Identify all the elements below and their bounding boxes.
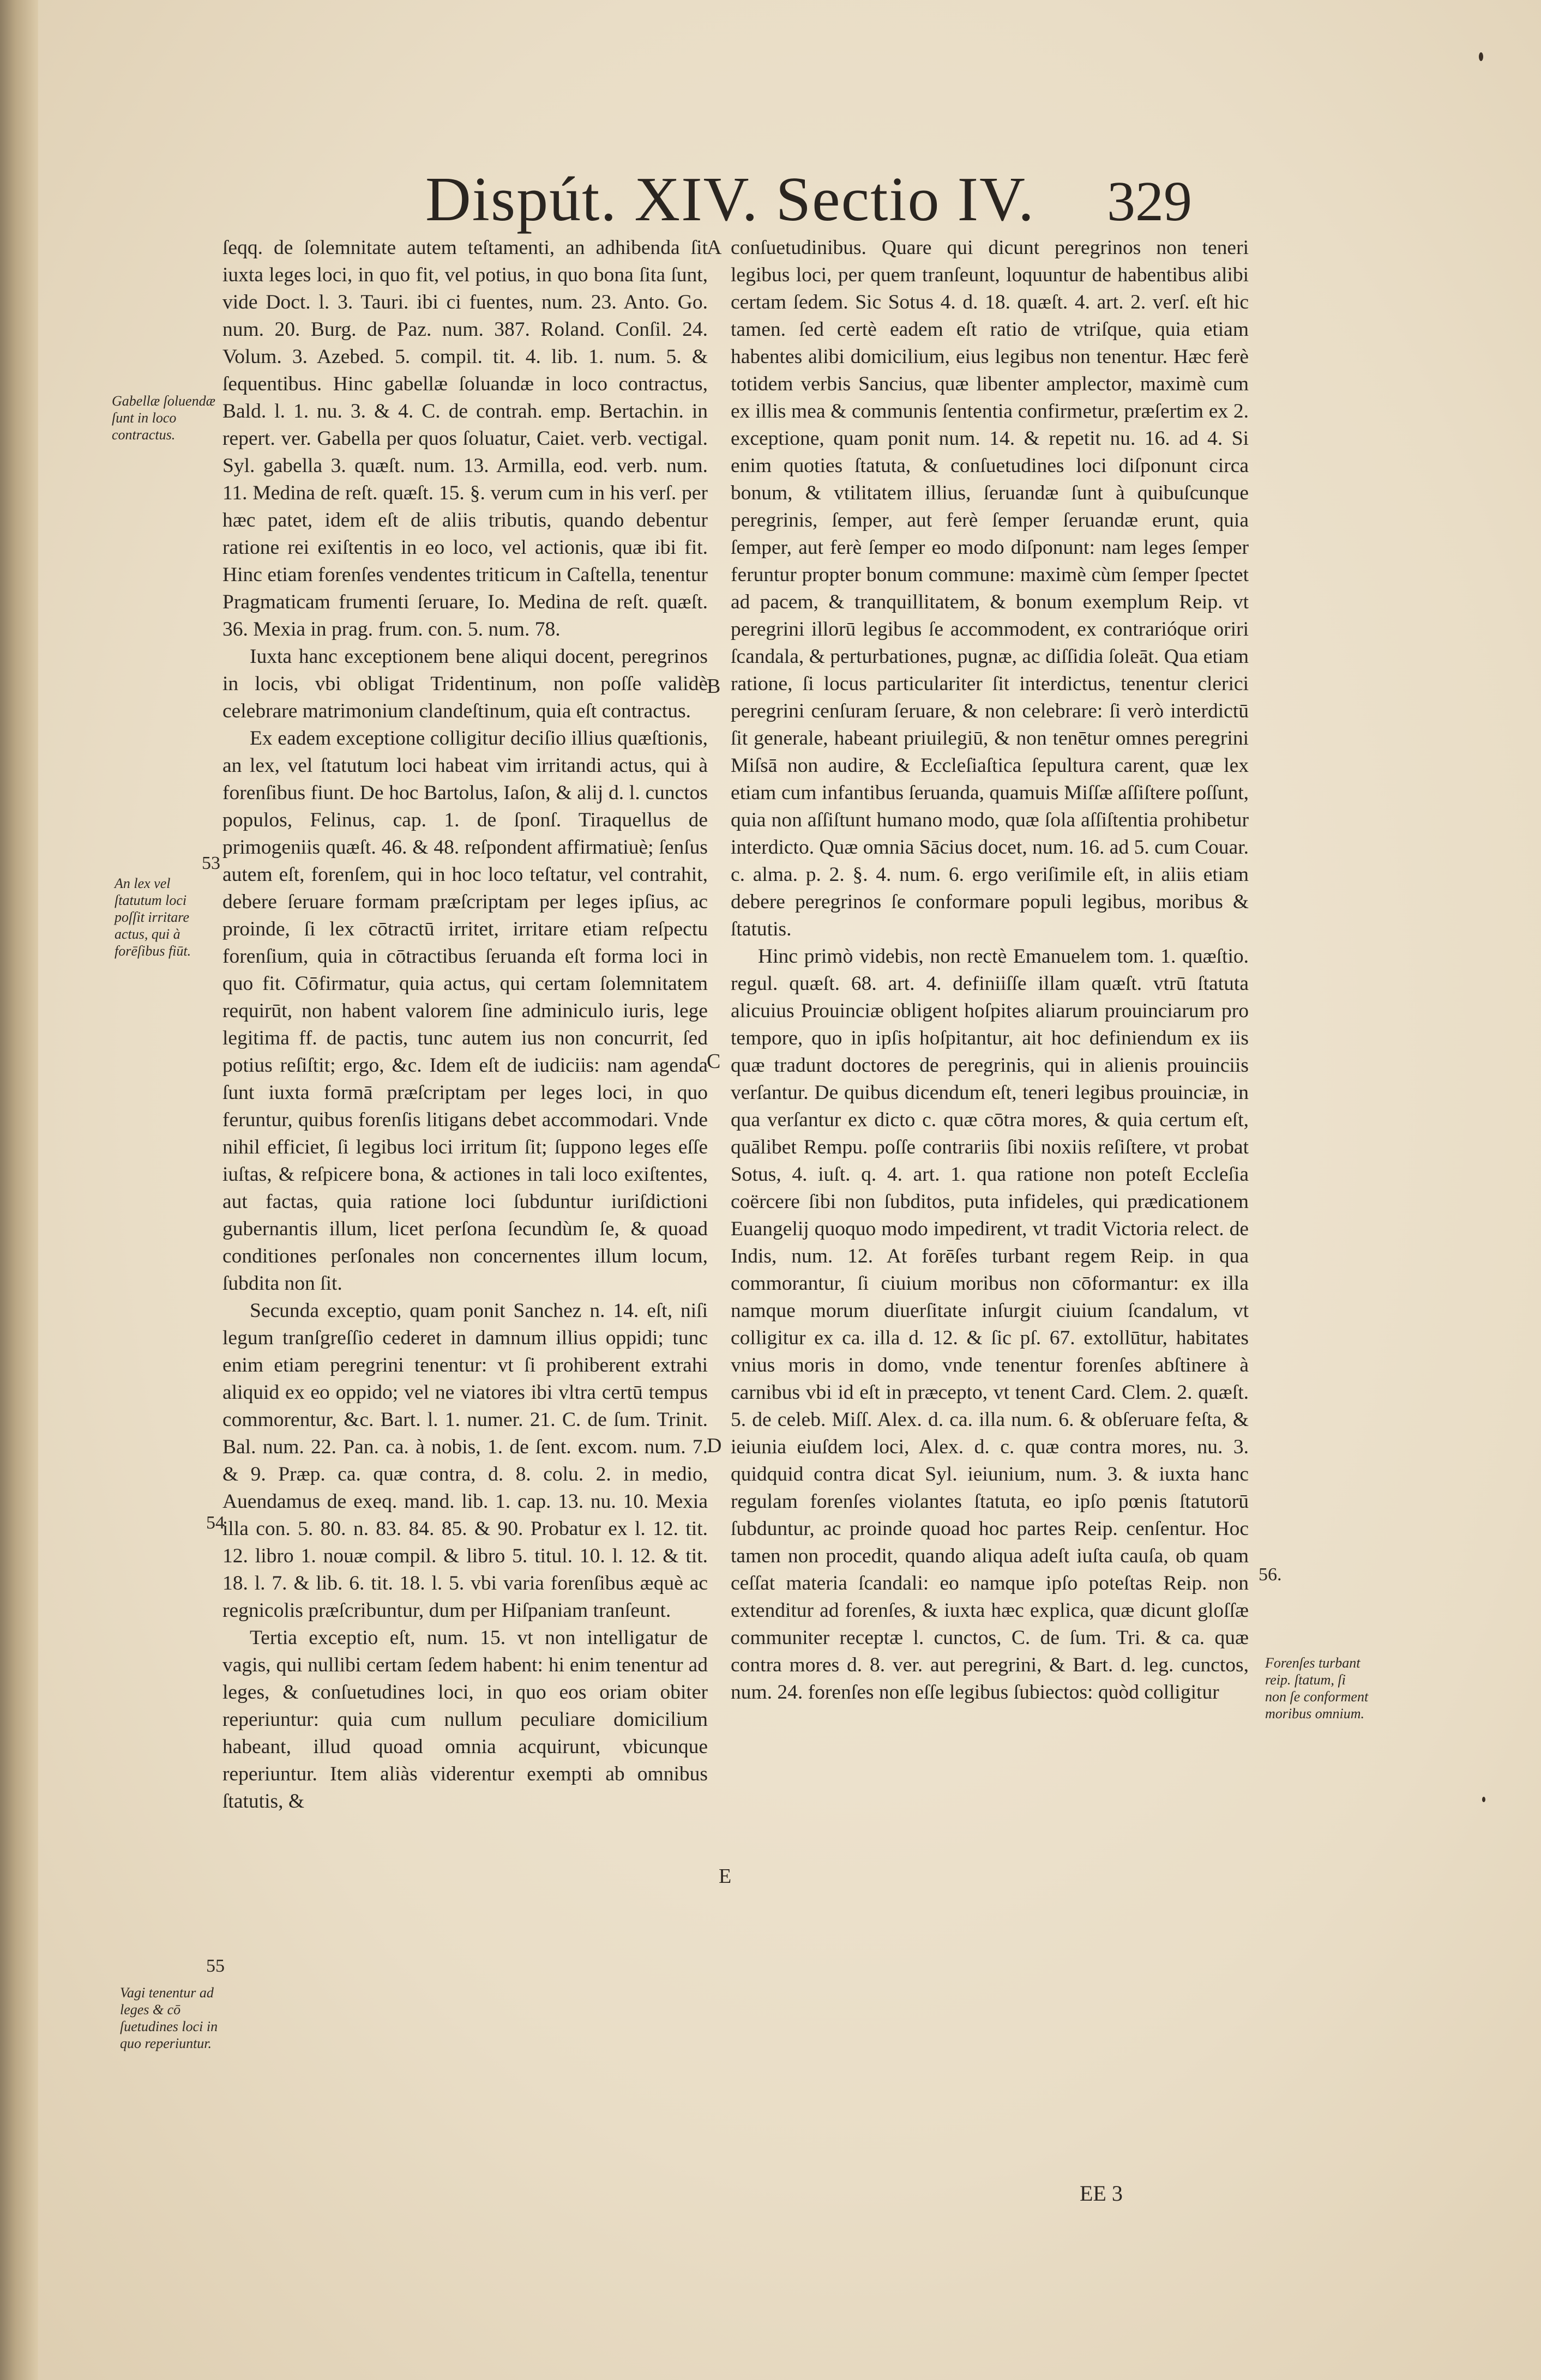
paper-speck — [1479, 52, 1483, 61]
paragraph: Iuxta hanc exceptionem bene aliqui docent, peregrinos in locis, vbi obligat Tridentinum, non poſſe validè celebrare matrimonium clandeſtinum, quia eſt contractus. — [222, 645, 708, 722]
letter-mark: A — [707, 236, 722, 259]
left-column — [222, 234, 708, 1815]
letter-mark: B — [707, 675, 721, 698]
section-number: 55 — [206, 1956, 225, 1976]
letter-mark: E — [719, 1865, 732, 1888]
margin-note-forenses: Forenſes turbant reip. ſtatum, ſi non ſe conforment moribus omnium. — [1265, 1655, 1369, 1721]
margin-note-gabellae: Gabellæ ſoluendæ ſunt in loco contractus. — [112, 393, 215, 443]
page-number: 329 — [1107, 170, 1192, 233]
letter-mark: C — [707, 1050, 721, 1073]
letter-mark: D — [707, 1434, 722, 1457]
paragraph: Hinc primò videbis, non rectè Emanuelem tom. 1. quæſtio. regul. quæſt. 68. art. 4. definiiſſe illam quæſt. vtrū ſtatuta alicuius Prouinciæ obligent hoſpites aliarum prouinciarum pro tempore, quo in ipſis hoſpitantur, ait hoc definiendum ex iis quæ tradunt doctores de peregrinis, qui in alienis prouinciis verſantur. De quibus dicendum eſt, teneri legibus prouinciæ, in qua verſantur ex dicto c. quæ cōtra mores, & quia certum eſt, quālibet Rempu. poſſe contrariis ſibi noxiis reſiſtere, vt probat Sotus, 4. iuſt. q. 4. art. 1. qua ratione non poteſt Eccleſia coërcere ſibi non ſubditos, puta infideles, qui prædicationem Euangelij quoquo modo impedirent, vt tradit Victoria relect. de Indis, num. 12. At forēſes turbant regem Reip. in qua commorantur, ſi ciuium moribus non cōformantur: ex illa namque morum diuerſitate inſurgit ciuium ſcandalum, vt colligitur ex ca. illa d. 12. & ſic pſ. 67. extollūtur, habitates vnius moris in domo, vnde tenentur forenſes abſtinere à carnibus vbi id eſt in præcepto, vt tenent Card. Clem. 2. quæſt. 5. de celeb. Miſſ. Alex. d. ca. illa num. 6. & obſeruare feſta, & ieiunia eiuſdem loci, Alex. d. c. quæ contra mores, nu. 3. quidquid contra dicat Syl. ieiunium, num. 3. & iuxta hanc regulam forenſes violantes ſtatuta, eo ipſo pœnis ſtatutorū ſubduntur, ac proinde quoad hoc partes Reip. cenſentur. Hoc tamen non procedit, quando aliqua adeſt iuſta cauſa, ob quam ceſſat materia ſcandali: eo namque ipſo poteſtas Reip. non extenditur ad forenſes, & iuxta hæc explica, quæ dicunt gloſſæ communiter receptæ l. cunctos, C. de ſum. Tri. & ca. quæ contra mores d. 8. ver. aut peregrini, & Bart. d. leg. cunctos, num. 24. forenſes non eſſe legibus ſubiectos: quòd colligitur — [731, 945, 1249, 1704]
right-column — [731, 234, 1249, 1706]
paragraph: conſuetudinibus. Quare qui dicunt peregrinos non teneri legibus loci, per quem tranſeunt, loquuntur de habentibus alibi certam ſedem. Sic Sotus 4. d. 18. quæſt. 4. art. 2. verſ. eſt hic tamen. ſed certè eadem eſt ratio de vtriſque, quia etiam habentes alibi domicilium, eius legibus non tenentur. Hæc ferè totidem verbis Sancius, quæ libenter amplector, maximè cum ex illis mea & communis ſententia confirmetur, præſertim ex 2. exceptione, quam ponit num. 14. & repetit nu. 16. ad 4. Si enim quoties ſtatuta, & conſuetudines loci diſponunt circa bonum, & vtilitatem illius, ſeruandæ ſunt à quibuſcunque peregrinis, ſemper, aut ferè ſemper ſeruandæ erunt, quia ſemper, aut ferè ſemper eo modo diſponunt: nam leges ſemper feruntur propter bonum commune: maximè cùm ſemper ſpectet ad pacem, & tranquillitatem, & bonum exemplum Reip. vt peregrini illorū legibus ſe accommodent, ex contrarióque oriri ſcandala, & perturbationes, pugnæ, ac diſſidia ſoleāt. Qua etiam ratione, ſi locus particulariter ſit interdictus, tenentur clerici peregrini cenſuram ſeruare, & non celebrare: ſi verò interdictū ſit generale, habeant priuilegiū, & non tenētur omnes peregrini Miſsā non audire, & Eccleſiaſtica ſepultura carent, quæ lex etiam cum infantibus ſeruanda, quamuis Miſſæ aſſiſtere poſſunt, quia non aſſiſtunt humano modo, quæ ſola aſſiſtentia prohibetur interdicto. Quæ omnia Sācius docet, num. 16. ad 5. cum Couar. c. alma. p. 2. §. 4. num. 6. ergo veriſimile eſt, in aliis etiam debere peregrinos ſe conformare populi legibus, moribus & ſtatutis. — [731, 237, 1249, 940]
paragraph: ſeqq. de ſolemnitate autem teſtamenti, an adhibenda ſit iuxta leges loci, in quo fit, vel potius, in quo bona ſita ſunt, vide Doct. l. 3. Tauri. ibi ci fuentes, num. 23. Anto. Go. num. 20. Burg. de Paz. num. 387. Roland. Conſil. 24. Volum. 3. Azebed. 5. compil. tit. 4. lib. 1. num. 5. & ſequentibus. Hinc gabellæ ſoluandæ in loco contractus, Bald. l. 1. nu. 3. & 4. C. de contrah. emp. Bertachin. in repert. ver. Gabella per quos ſoluatur, Caiet. verb. vectigal. Syl. gabella 3. quæſt. num. 13. Armilla, eod. verb. num. 11. Medina de reſt. quæſt. 15. §. verum cum in his verſ. per hæc patet, idem eſt de aliis tributis, quando debentur ratione rei exiſtentis in eo loco, vel actionis, quæ ibi fit. Hinc etiam forenſes vendentes triticum in Caſtella, tenentur Pragmaticam frumenti ſeruare, Io. Medina de reſt. quæſt. 36. Mexia in prag. frum. con. 5. num. 78. — [222, 237, 708, 641]
page-gutter — [0, 0, 38, 2380]
paragraph: Tertia exceptio eſt, num. 15. vt non intelligatur de vagis, qui nullibi certam ſedem habent: hi enim tenentur ad leges, & conſuetudines loci, in quo eos oriam obiter reperiuntur: quia cum nullum peculiare domicilium habeant, illud quoad omnia acquirunt, vbicunque reperiuntur. Item aliàs viderentur exempti ab omnibus ſtatutis, & — [222, 1627, 708, 1813]
margin-note-an-lex: An lex vel ſtatutum loci poſſit irritare actus, qui à forēſibus fiūt. — [115, 875, 191, 959]
running-header: Dispút. XIV. Sectio IV. — [425, 165, 1035, 234]
signature-mark: EE 3 — [1080, 2181, 1123, 2206]
paragraph: Ex eadem exceptione colligitur deciſio illius quæſtionis, an lex, vel ſtatutum loci habeat vim irritandi actus, qui à forenſibus fiunt. De hoc Bartolus, Iaſon, & alij d. l. cunctos populos, Felinus, cap. 1. de ſponſ. Tiraquellus de primogeniis quæſt. 46. & 48. reſpondent affirmatiuè; ſenſus autem eſt, forenſem, qui in hoc loco teſtatur, vel contrahit, debere ſeruare formam præſcriptam per leges ipſius, ac proinde, ſi lex cōtractū irritet, irritare etiam reſpectu forenſium, quia in cōtractibus ſeruanda eſt forma loci in quo fit. Cōfirmatur, quia actus, qui certam ſolemnitatem requirūt, non habent valorem ſine adminiculo iuris, lege legitima ff. de pactis, tunc autem ius non concurrit, ſed potius reſiſtit; ergo, &c. Idem eſt de iudiciis: nam agenda ſunt iuxta formā præſcriptam per leges loci, in quo feruntur, quibus forenſis litigans debet accommodari. Vnde nihil efficiet, ſi legibus loci irritum ſit; ſuppono leges eſſe iuſtas, & reſpicere bona, & actiones in tali loco exiſtentes, aut factas, quia ratione loci ſubduntur iuriſdictioni gubernantis illum, licet perſona ſecundùm ſe, & quoad conditiones perſonales non concernentes illum locum, ſubdita non ſit. — [222, 727, 708, 1295]
section-number: 54 — [206, 1513, 225, 1533]
paragraph: Secunda exceptio, quam ponit Sanchez n. 14. eſt, niſi legum tranſgreſſio cederet in damnum illius oppidi; tunc enim etiam peregrini tenentur: vt ſi prohiberent extrahi aliquid ex eo oppido; vel ne viatores ibi vltra certū tempus commorentur, &c. Bart. l. 1. numer. 21. C. de ſum. Trinit. Bal. num. 22. Pan. ca. à nobis, 1. de ſent. excom. num. 7. & 9. Præp. ca. quæ contra, d. 8. colu. 2. in medio, Auendamus de exeq. mand. lib. 1. cap. 13. nu. 10. Mexia illa con. 5. 80. n. 83. 84. 85. & 90. Probatur ex l. 12. tit. 12. libro 1. nouæ compil. & libro 5. titul. 10. l. 12. & tit. 18. l. 7. & lib. 6. tit. 18. l. 5. vbi varia forenſibus æquè ac regnicolis præſcribuntur, dum per Hiſpaniam tranſeunt. — [222, 1300, 708, 1622]
paper-speck — [1482, 1797, 1485, 1802]
section-number: 56. — [1259, 1564, 1282, 1585]
section-number: 53 — [202, 853, 220, 873]
margin-note-vagi: Vagi tenentur ad leges & cō ſuetudines loci in quo reperiuntur. — [120, 1985, 218, 2051]
